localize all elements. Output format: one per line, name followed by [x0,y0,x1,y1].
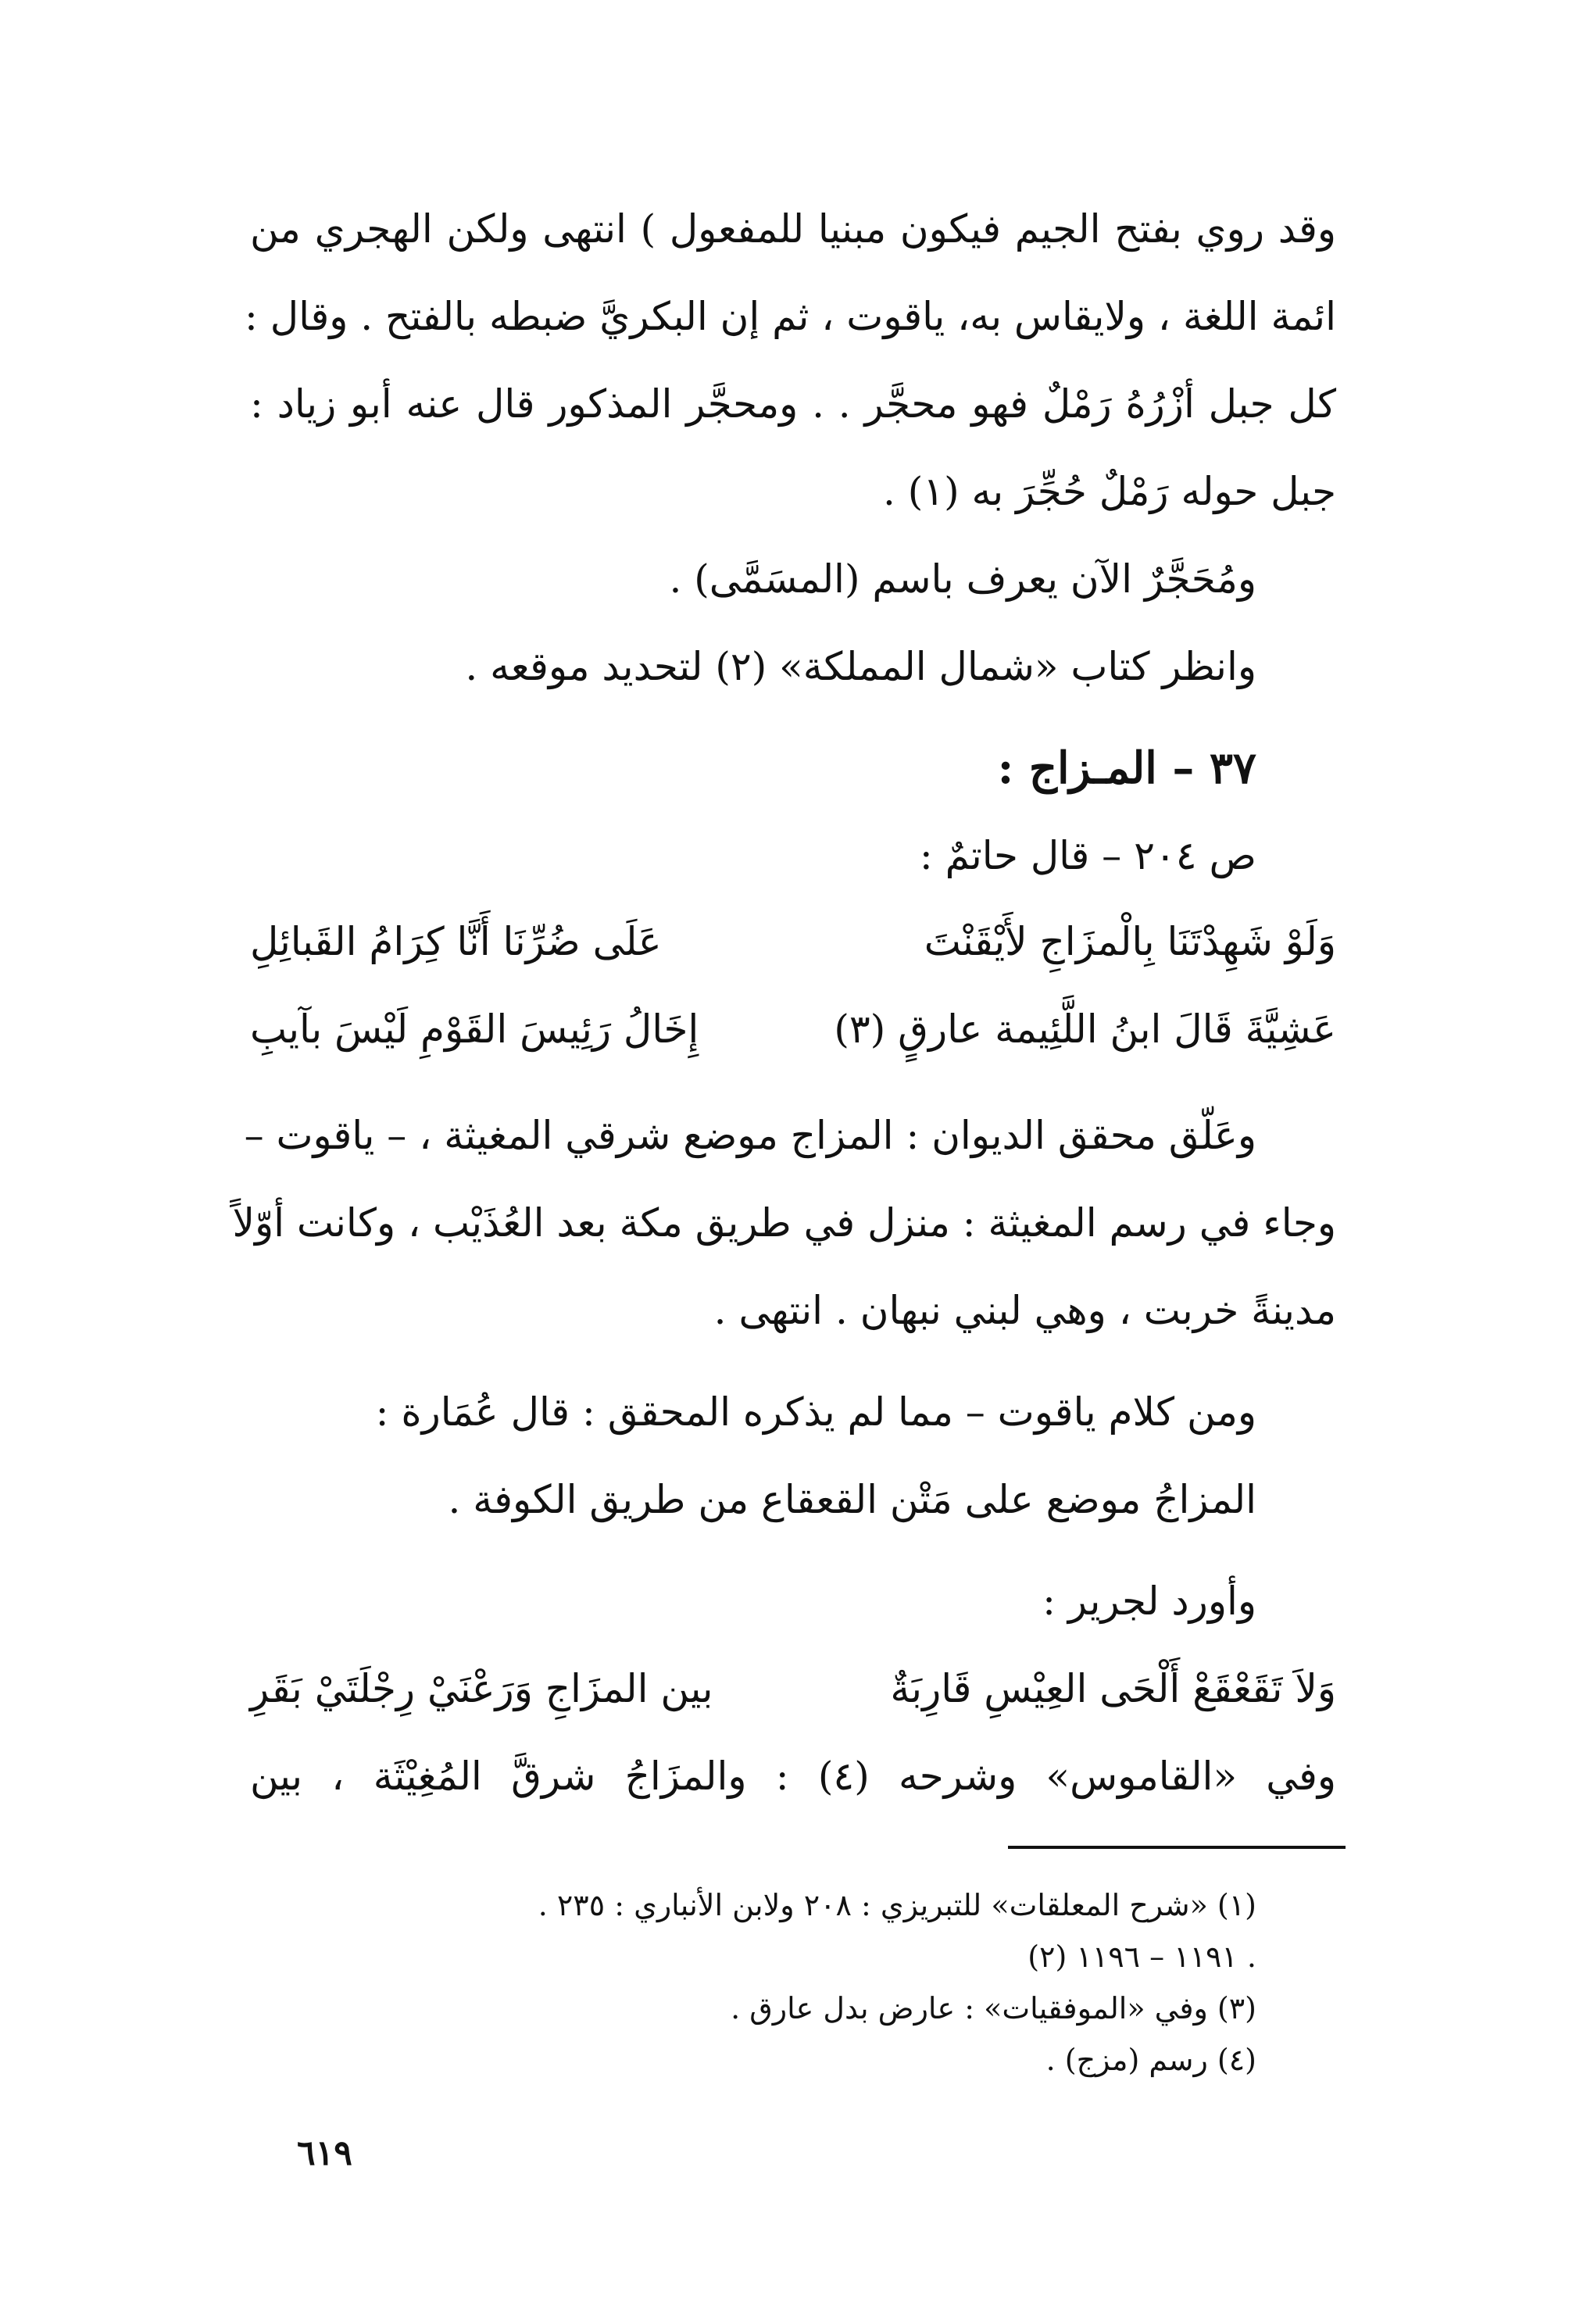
body-line-4: جبل حوله رَمْلٌ حُجِّرَ به (١) . [882,469,1336,514]
body-line-7: ص ٢٠٤ – قال حاتمٌ : [919,833,1256,878]
page-number: ٦١٩ [297,2133,352,2173]
verse-1-hemistich-1: وَلَوْ شَهِدْتَنَا بِالْمزَاجِ لأَيْقَنْتَ [924,919,1336,964]
footnote-1: (١) «شرح المعلقات» للتبريزي : ٢٠٨ ولابن الأنباري : ٢٣٥ . [538,1888,1256,1922]
verse-1-hemistich-2: عَلَى ضُرِّنَا أَنَّا كِرَامُ القَبائِلِ [250,919,662,964]
body-line-6: وانظر كتاب «شمال المملكة» (٢) لتحديد موقعه . [465,644,1256,689]
body-line-2: ائمة اللغة ، ولايقاس به، ياقوت ، ثم إن البكريَّ ضبطه بالفتح . وقال : [245,294,1336,339]
body-line-13: وأورد لجرير : [1042,1579,1256,1624]
body-line-10: مدينةً خربت ، وهي لبني نبهان . انتهى . [713,1288,1336,1333]
body-line-11: ومن كلام ياقوت – مما لم يذكره المحقق : قال عُمَارة : [375,1389,1256,1435]
verse-2-hemistich-1: عَشِيَّةَ قَالَ ابنُ اللَّئِيمة عارقٍ (٣) [834,1006,1336,1052]
footnote-separator [1008,1846,1346,1849]
verse-3-hemistich-2: بين المزَاجِ وَرَعْنَيْ رِجْلَتَيْ بَقَرِ [250,1666,713,1711]
footnote-3: (٣) وفي «الموفقيات» : عارض بدل عارق . [731,1991,1256,2025]
verse-2-hemistich-2: إِخَالُ رَئِيسَ القَوْمِ لَيْسَ بآيبِ [250,1006,699,1052]
body-line-8: وعَلّق محقق الديوان : المزاج موضع شرقي المغيثة ، – ياقوت – [244,1113,1256,1158]
footnote-4: (٤) رسم (مزج) . [1045,2043,1256,2077]
body-line-14: وفي «القاموس» وشرحه (٤) : والمزَاجُ شرقَّ المُغِيْثَة ، بين [250,1754,1336,1799]
body-line-12: المزاجُ موضع على مَتْن القعقاع من طريق الكوفة . [448,1477,1256,1522]
body-line-1: وقد روي بفتح الجيم فيكون مبنيا للمفعول ) انتهى ولكن الهجري من [250,206,1336,252]
body-line-3: كل جبل أزْرُهُ رَمْلٌ فهو محجَّر . . ومحجَّر المذكور قال عنه أبو زياد : [250,381,1336,427]
verse-3-hemistich-1: وَلاَ تَقَعْقَعْ أَلْحَى العِيْسِ قَارِبَةٌ [890,1666,1336,1711]
section-heading: ٣٧ – المـزاج : [997,742,1256,794]
body-line-9: وجاء في رسم المغيثة : منزل في طريق مكة بعد العُذَيْب ، وكانت أوّلاً [232,1200,1336,1246]
body-line-5: ومُحَجَّرٌ الآن يعرف باسم (المسَمَّى) . [669,556,1256,602]
footnote-2: (٢) ١١٩١ – ١١٩٦ . [1028,1940,1256,1974]
